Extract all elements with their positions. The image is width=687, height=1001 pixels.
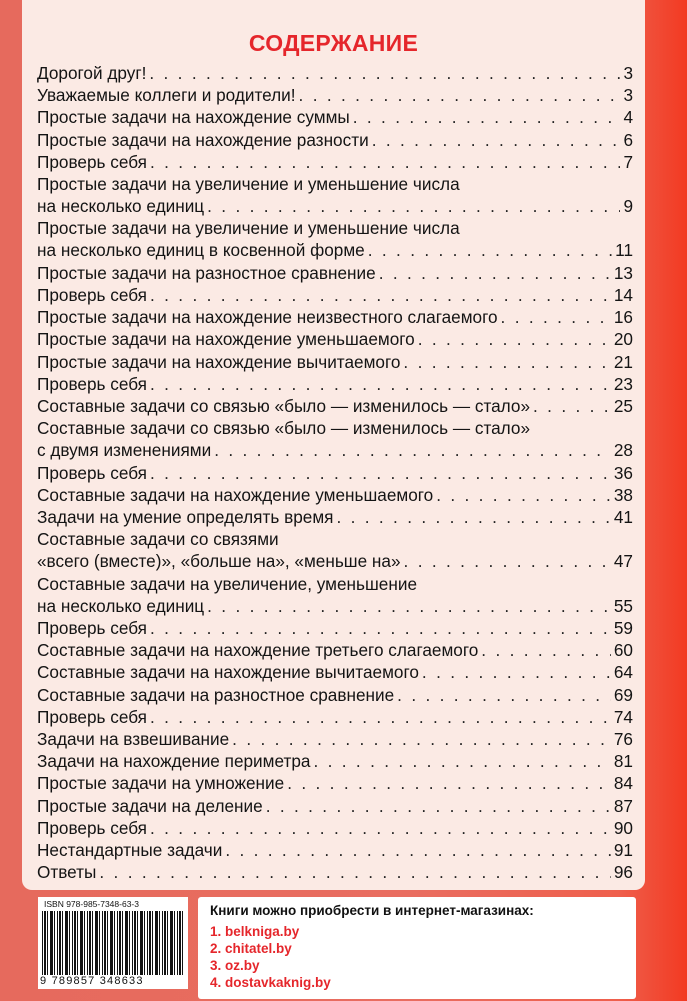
toc-entry-line (37, 795, 633, 817)
toc-entry-line (37, 506, 633, 528)
toc-entry-line (37, 62, 633, 84)
toc-entry-title: Составные задачи на нахождение третьего слагаемого (37, 640, 479, 661)
dot-leader (232, 728, 611, 750)
dot-leader (207, 195, 620, 217)
toc-entry-page: 36 (613, 462, 633, 483)
toc-entry[interactable] (37, 84, 633, 106)
dot-leader (336, 506, 610, 528)
shop-link[interactable]: 3. oz.by (210, 958, 260, 973)
toc-entry-line (37, 750, 633, 772)
dot-leader (150, 284, 611, 306)
toc-entry-line (37, 728, 633, 750)
dot-leader (403, 351, 610, 373)
toc-entry[interactable] (37, 661, 633, 683)
toc-entry-title: Простые задачи на разностное сравнение (37, 262, 376, 283)
toc-entry-line (37, 617, 633, 639)
toc-entry-line (37, 528, 633, 550)
barcode (38, 897, 188, 989)
toc-entry-title: Составные задачи со связью «было — изменилось — стало» (37, 396, 531, 416)
toc-entry-title: Простые задачи на увеличение и уменьшение числа (37, 174, 460, 194)
toc-entry[interactable] (37, 173, 633, 217)
barcode-bars (42, 911, 184, 975)
dot-leader (368, 239, 612, 261)
toc-entry[interactable] (37, 62, 633, 84)
toc-entry-page: 16 (613, 307, 633, 328)
toc-entry-page: 3 (623, 85, 633, 106)
toc-entry-page: 11 (615, 240, 633, 261)
toc-entry-line (37, 661, 633, 683)
ean-number: 9 789857 348633 (40, 975, 144, 987)
dot-leader (149, 62, 620, 84)
toc-entry-page: 23 (613, 373, 633, 394)
dot-leader (436, 484, 611, 506)
toc-entry-page: 84 (613, 773, 633, 794)
isbn-label: ISBN 978-985-7348-63-3 (44, 899, 139, 909)
toc-entry[interactable] (37, 573, 633, 617)
toc-entry-line (37, 239, 633, 261)
toc-entry-page: 90 (613, 817, 633, 838)
toc-entry-page: 9 (623, 196, 633, 216)
toc-entry-line (37, 284, 633, 306)
toc-entry[interactable] (37, 373, 633, 395)
toc-entry-title: Простые задачи на деление (37, 795, 263, 816)
back-cover-footer (22, 892, 645, 1001)
toc-entry-line (37, 151, 633, 173)
toc-entry-title: Простые задачи на нахождение неизвестного слагаемого (37, 307, 498, 328)
toc-entry-page: 74 (613, 706, 633, 727)
toc-entry[interactable] (37, 417, 633, 461)
toc-entry-line (37, 173, 633, 195)
toc-entry-title: Составные задачи на увеличение, уменьшение (37, 573, 418, 594)
toc-entry-title: Проверь себя (37, 151, 147, 172)
toc-entry-line (37, 395, 633, 417)
dot-leader (372, 129, 621, 151)
dot-leader (422, 661, 611, 683)
toc-entry[interactable] (37, 328, 633, 350)
toc-entry-title: Нестандартные задачи (37, 840, 223, 860)
toc-entry[interactable] (37, 817, 633, 839)
toc-entry-title: с двумя изменениями (37, 440, 212, 461)
dot-leader (207, 595, 611, 617)
toc-entry-page: 47 (613, 551, 633, 572)
dot-leader (99, 861, 610, 883)
toc-entry-title: Простые задачи на нахождение суммы (37, 107, 350, 128)
toc-entry-line (37, 595, 633, 617)
toc-entry-line (37, 106, 633, 128)
toc-entry[interactable] (37, 617, 633, 639)
toc-entry-title: Простые задачи на умножение (37, 773, 285, 794)
shop-link[interactable]: 4. dostavkaknig.by (210, 975, 331, 990)
toc-entry-line (37, 417, 633, 439)
toc-entry[interactable] (37, 728, 633, 750)
toc-entry-page: 3 (623, 63, 633, 83)
toc-entry-title: Дорогой друг! (37, 63, 147, 83)
toc-entry-line (37, 328, 633, 350)
toc-entry-page: 96 (613, 862, 633, 883)
toc-entry-line (37, 839, 633, 861)
shops-box (198, 897, 636, 999)
toc-entry[interactable] (37, 395, 633, 417)
dot-leader (266, 795, 611, 817)
toc-entry-title: Проверь себя (37, 706, 147, 727)
toc-entry-page: 7 (623, 151, 633, 172)
dot-leader (150, 373, 611, 395)
shops-heading: Книги можно приобрести в интернет-магазинах: (210, 903, 534, 918)
toc-entry-title: Составные задачи на разностное сравнение (37, 684, 395, 705)
toc-entry-line (37, 573, 633, 595)
toc-entry-line (37, 772, 633, 794)
toc-entry-page: 55 (613, 595, 633, 616)
dot-leader (150, 151, 620, 173)
shop-link[interactable]: 2. chitatel.by (210, 941, 292, 956)
toc-entry[interactable] (37, 262, 633, 284)
dot-leader (379, 262, 611, 284)
toc-entry-page: 81 (613, 751, 633, 772)
toc-entry-title: Простые задачи на нахождение уменьшаемого (37, 329, 415, 350)
toc-entry-line (37, 684, 633, 706)
toc-entry-line (37, 550, 633, 572)
toc-entry-line (37, 439, 633, 461)
toc-entry[interactable] (37, 506, 633, 528)
toc-entry-title: Простые задачи на нахождение разности (37, 129, 369, 150)
toc-entry-line (37, 351, 633, 373)
toc-entry-title: Проверь себя (37, 285, 147, 305)
toc-entry-line (37, 306, 633, 328)
toc-entry-page: 60 (613, 640, 633, 661)
toc-entry[interactable] (37, 217, 633, 261)
toc-entry-page: 69 (613, 684, 633, 705)
toc-entry-page: 38 (613, 484, 633, 505)
toc-entry-line (37, 706, 633, 728)
toc-entry-title: Составные задачи со связью «было — изменилось — стало» (37, 418, 531, 439)
toc-entry[interactable] (37, 639, 633, 661)
toc-entry-title: «всего (вместе)», «больше на», «меньше на» (37, 551, 401, 572)
toc-entry-line (37, 373, 633, 395)
toc-entry[interactable] (37, 839, 633, 861)
toc-entry-line (37, 195, 633, 217)
dot-leader (150, 462, 611, 484)
toc-entry-title: на несколько единиц в косвенной форме (37, 240, 365, 261)
toc-entry-page: 21 (613, 351, 633, 372)
toc-entry[interactable] (37, 284, 633, 306)
toc-entry-page: 41 (613, 507, 633, 527)
toc-entry-line (37, 484, 633, 506)
dot-leader (287, 772, 611, 794)
toc-entry-title: Простые задачи на увеличение и уменьшение числа (37, 218, 460, 239)
toc-entry-title: Ответы (37, 862, 97, 883)
toc-entry-line (37, 639, 633, 661)
dot-leader (150, 617, 611, 639)
toc-entry[interactable] (37, 129, 633, 151)
dot-leader (397, 684, 611, 706)
toc-entry-page: 64 (613, 662, 633, 683)
toc-entry[interactable] (37, 861, 633, 883)
toc-entry-page: 59 (613, 618, 633, 638)
toc-entry-title: Проверь себя (37, 817, 147, 838)
toc-entry-title: Составные задачи со связями (37, 529, 279, 550)
dot-leader (418, 328, 611, 350)
toc-entry-line (37, 262, 633, 284)
dot-leader (150, 817, 611, 839)
toc-entry-title: на несколько единиц (37, 196, 205, 216)
toc-entry-title: Задачи на умение определять время (37, 507, 334, 527)
toc-entry-title: Задачи на нахождение периметра (37, 751, 311, 772)
dot-leader (481, 639, 611, 661)
toc-entry-title: Проверь себя (37, 462, 147, 483)
toc-entry-title: Уважаемые коллеги и родители! (37, 85, 296, 106)
toc-entry-title: Проверь себя (37, 373, 147, 394)
shop-link[interactable]: 1. belkniga.by (210, 924, 300, 939)
dot-leader (214, 439, 611, 461)
dot-leader (150, 706, 611, 728)
toc-entry-line (37, 129, 633, 151)
toc-entry-title: Проверь себя (37, 618, 147, 638)
page-title: СОДЕРЖАНИЕ (248, 30, 419, 56)
toc-entry-page: 4 (623, 107, 633, 128)
contents-panel (22, 0, 645, 890)
dot-leader (299, 84, 621, 106)
toc-entry[interactable] (37, 750, 633, 772)
toc-entry[interactable] (37, 772, 633, 794)
toc-entry-title: Простые задачи на нахождение вычитаемого (37, 351, 401, 372)
toc-entry-page: 28 (613, 440, 633, 461)
dot-leader (353, 106, 621, 128)
toc-entry[interactable] (37, 351, 633, 373)
dot-leader (225, 839, 611, 861)
toc-entry-page: 76 (613, 729, 633, 749)
toc-entry-line (37, 462, 633, 484)
toc-entry-title: Задачи на взвешивание (37, 729, 230, 749)
toc-entry[interactable] (37, 151, 633, 173)
toc-entry-page: 87 (613, 795, 633, 816)
toc-entry-page: 14 (613, 285, 633, 305)
toc-entry-page: 6 (623, 129, 633, 150)
dot-leader (501, 306, 611, 328)
toc-entry-line (37, 861, 633, 883)
toc-entry[interactable] (37, 795, 633, 817)
toc-entry-line (37, 217, 633, 239)
toc-entry-title: Составные задачи на нахождение вычитаемого (37, 662, 419, 683)
toc-entry-title: Составные задачи на нахождение уменьшаемого (37, 484, 434, 505)
toc-entry-page: 91 (613, 840, 633, 860)
toc-entry-title: на несколько единиц (37, 595, 205, 616)
toc-entry[interactable] (37, 528, 633, 572)
toc-entry-page: 25 (613, 396, 633, 416)
toc-entry[interactable] (37, 684, 633, 706)
toc-entry[interactable] (37, 306, 633, 328)
dot-leader (533, 395, 611, 417)
toc-entry-page: 13 (613, 262, 633, 283)
toc-entry-page: 20 (613, 329, 633, 350)
toc-entry[interactable] (37, 706, 633, 728)
toc-entry-line (37, 84, 633, 106)
toc-entry[interactable] (37, 462, 633, 484)
dot-leader (404, 550, 611, 572)
dot-leader (313, 750, 610, 772)
toc-entry[interactable] (37, 484, 633, 506)
toc-entry[interactable] (37, 106, 633, 128)
toc-entry-line (37, 817, 633, 839)
